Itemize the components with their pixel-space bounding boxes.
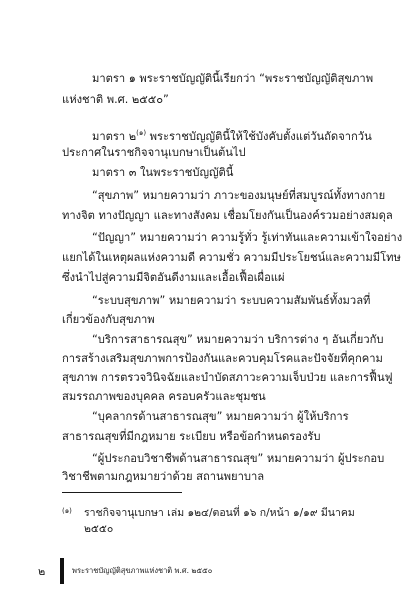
body-line: “ผู้ประกอบวิชาชีพด้านสาธารณสุข” หมายความว่า ผู้ประกอบ <box>92 452 385 465</box>
body-line: ทางจิต ทางปัญญา และทางสังคม เชื่อมโยงกันเป็นองค์รวมอย่างสมดุล <box>62 209 393 222</box>
body-line: “สุขภาพ” หมายความว่า ภาวะของมนุษย์ที่สมบูรณ์ทั้งทางกาย <box>92 189 386 202</box>
running-title: พระราชบัญญัติสุขภาพแห่งชาติ พ.ศ. ๒๕๕๐ <box>72 566 213 575</box>
body-line: มาตรา ๓ ในพระราชบัญญัตินี้ <box>92 166 234 179</box>
body-line: สาธารณสุขที่มีกฎหมาย ระเบียบ หรือข้อกำหนดรองรับ <box>62 430 321 443</box>
footer-bar <box>60 558 64 584</box>
footnote-text-line2: ๒๕๕๐ <box>84 523 114 535</box>
body-line: สุขภาพ การตรวจวินิจฉัยและบำบัดสภาวะความเจ็บป่วย และการฟื้นฟู <box>62 371 393 384</box>
footnote-reference: (๑) <box>136 129 147 137</box>
body-line: “บุคลากรด้านสาธารณสุข” หมายความว่า ผู้ให้บริการ <box>92 410 349 423</box>
body-line: มาตรา ๑ พระราชบัญญัตินี้เรียกว่า “พระราชบัญญัติสุขภาพ <box>92 72 374 85</box>
body-line <box>92 126 372 144</box>
footnote-rule <box>62 492 182 493</box>
section-label: มาตรา ๒ <box>92 130 137 143</box>
page-number: ๒ <box>38 565 46 578</box>
body-line: แยกได้ในเหตุผลแห่งความดี ความชั่ว ความมีประโยชน์และความมีโทษ <box>62 251 401 264</box>
body-line: แห่งชาติ พ.ศ. ๒๕๕๐” <box>62 93 169 106</box>
body-line: เกี่ยวข้องกับสุขภาพ <box>62 313 155 326</box>
body-line: ประกาศในราชกิจจานุเบกษาเป็นต้นไป <box>62 146 246 159</box>
body-line: การสร้างเสริมสุขภาพการป้องกันและควบคุมโรคและปัจจัยที่คุกคาม <box>62 352 383 365</box>
body-line: “ปัญญา” หมายความว่า ความรู้ทั่ว รู้เท่าทันและความเข้าใจอย่าง <box>92 231 403 244</box>
section-text: พระราชบัญญัตินี้ให้ใช้บังคับตั้งแต่วันถัดจากวัน <box>149 130 372 143</box>
footnote-text-line1: ราชกิจจานุเบกษา เล่ม ๑๒๔/ตอนที่ ๑๖ ก/หน้า ๑/๑๙ มีนาคม <box>84 507 355 519</box>
body-line: สมรรถภาพของบุคคล ครอบครัวและชุมชน <box>62 390 266 403</box>
body-line: “ระบบสุขภาพ” หมายความว่า ระบบความสัมพันธ์ทั้งมวลที่ <box>92 294 371 307</box>
body-line: “บริการสาธารณสุข” หมายความว่า บริการต่าง ๆ อันเกี่ยวกับ <box>92 333 384 346</box>
body-line: ซึ่งนำไปสู่ความมีจิตอันดีงามและเอื้อเฟื้อเผื่อแผ่ <box>62 271 285 284</box>
footnote-mark: (๑) <box>62 507 72 515</box>
body-line: วิชาชีพตามกฎหมายว่าด้วย สถานพยาบาล <box>62 470 265 483</box>
